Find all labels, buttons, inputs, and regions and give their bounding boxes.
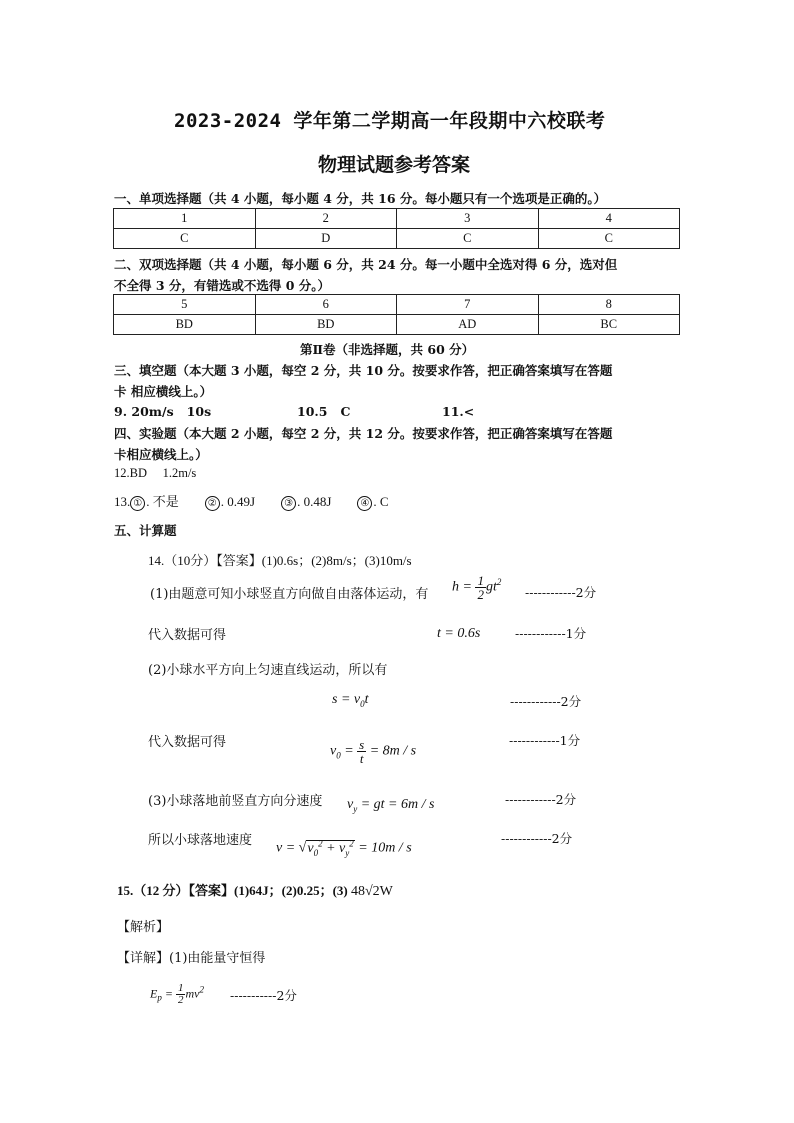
section3-heading-line1: 三、填空题（本大题 3 小题，每空 2 分，共 10 分。按要求作答，把正确答案填写在答题 bbox=[114, 363, 613, 378]
q14-step3-formula: $s = v_0t$ bbox=[332, 692, 369, 709]
q14-step3-text: (2)小球水平方向上匀速直线运动，所以有 bbox=[148, 663, 388, 678]
table-cell: BD bbox=[255, 315, 397, 335]
table-row bbox=[114, 209, 680, 229]
circled-number-4: ④ bbox=[357, 496, 372, 511]
table-row bbox=[114, 295, 680, 315]
q14-step2-score: ------------1分 bbox=[515, 626, 587, 641]
table-cell: 4 bbox=[538, 209, 680, 229]
q14-step3-score: ------------2分 bbox=[510, 694, 582, 709]
circled-number-3: ③ bbox=[281, 496, 296, 511]
q14-step5-formula: $v_y$ = gt = 6m / s bbox=[347, 797, 435, 814]
page-title: 2023-2024 学年第二学期高一年段期中六校联考 bbox=[174, 110, 606, 132]
q15-header-text: 15.（12 分）【答案】(1)64J；(2)0.25；(3) bbox=[117, 883, 348, 898]
table-cell: C bbox=[114, 229, 256, 249]
q14-step2-text: 代入数据可得 bbox=[148, 628, 227, 643]
table-cell: D bbox=[255, 229, 397, 249]
table-cell: 7 bbox=[397, 295, 539, 315]
section2-heading-line1: 二、双项选择题（共 4 小题，每小题 6 分，共 24 分。每一小题中全选对得 6 分，选对但 bbox=[114, 257, 618, 272]
section1-heading: 一、单项选择题（共 4 小题，每小题 4 分，共 16 分。每小题只有一个选项是正确的。） bbox=[114, 191, 607, 206]
q14-step4-formula: $v_0$ = $\frac{s}{t}$ = 8m / s bbox=[330, 737, 417, 766]
q14-step6-score: ------------2分 bbox=[501, 831, 573, 846]
q14-step4-text: 代入数据可得 bbox=[148, 735, 227, 750]
table-row bbox=[114, 315, 680, 335]
q9-answer: 9. 20m/s 10s bbox=[114, 404, 212, 419]
q14-step6-formula: $v = √v_0^2 + v_y^2 = 10m / s$ bbox=[276, 838, 412, 858]
circled-number-2: ② bbox=[205, 496, 220, 511]
q13-item-3: . 0.48J bbox=[297, 494, 332, 509]
q13-item-4: . C bbox=[373, 494, 389, 509]
q15-header bbox=[117, 880, 393, 900]
table-cell: AD bbox=[397, 315, 539, 335]
q13-item-2: . 0.49J bbox=[220, 494, 256, 509]
q14-step6-text: 所以小球落地速度 bbox=[148, 833, 253, 848]
section2-heading-line2: 不全得 3 分，有错选或不选得 0 分。） bbox=[114, 278, 331, 293]
section3-heading-line2: 卡 相应横线上。） bbox=[114, 384, 213, 399]
q15-detail-text: 【详解】(1)由能量守恒得 bbox=[117, 951, 266, 966]
q14-step4-score: ------------1分 bbox=[509, 733, 581, 748]
q11-answer: 11.< bbox=[442, 404, 475, 419]
table-cell: 1 bbox=[114, 209, 256, 229]
q14-step5-score: ------------2分 bbox=[505, 792, 577, 807]
q15-detail-score: -----------2分 bbox=[230, 988, 297, 1003]
double-choice-table bbox=[113, 294, 680, 335]
q13-item-1: . 不是 bbox=[146, 494, 179, 509]
table-cell: 2 bbox=[255, 209, 397, 229]
q10-answer: 10.5 C bbox=[297, 404, 351, 419]
table-cell: 5 bbox=[114, 295, 256, 315]
q13-answer bbox=[114, 491, 389, 511]
q14-step2-result: t = 0.6s bbox=[437, 626, 481, 641]
q14-header: 14.（10分）【答案】(1)0.6s；(2)8m/s；(3)10m/s bbox=[148, 553, 412, 568]
single-choice-table bbox=[113, 208, 680, 249]
q13-prefix: 13. bbox=[114, 494, 131, 509]
table-cell: 8 bbox=[538, 295, 680, 315]
section4-heading-line1: 四、实验题（本大题 2 小题，每空 2 分，共 12 分。按要求作答，把正确答案填写在答题 bbox=[114, 426, 613, 441]
q15-detail-formula: $E_p$ = $\frac{1}{2}$ $mv^2$ bbox=[150, 982, 204, 1006]
circled-number-1: ① bbox=[130, 496, 145, 511]
section4-heading-line2: 卡相应横线上。） bbox=[114, 447, 208, 462]
page-subtitle: 物理试题参考答案 bbox=[318, 154, 471, 176]
table-cell: 3 bbox=[397, 209, 539, 229]
q14-step5-text: (3)小球落地前竖直方向分速度 bbox=[148, 794, 323, 809]
table-cell: C bbox=[397, 229, 539, 249]
q14-step1-text: (1)由题意可知小球竖直方向做自由落体运动，有 bbox=[150, 587, 429, 602]
table-cell: BD bbox=[114, 315, 256, 335]
q14-step1-formula: h = $\frac{1}{2}$ $gt^2$ bbox=[452, 573, 502, 602]
table-cell: 6 bbox=[255, 295, 397, 315]
section5-heading: 五、计算题 bbox=[114, 523, 177, 538]
table-cell: C bbox=[538, 229, 680, 249]
q15-analysis-label: 【解析】 bbox=[117, 920, 170, 935]
q12-answer: 12.BD 1.2m/s bbox=[114, 466, 197, 480]
q15-answer3: 48√2W bbox=[350, 884, 393, 899]
part2-heading: 第Ⅱ卷（非选择题，共 60 分） bbox=[300, 342, 475, 357]
table-cell: BC bbox=[538, 315, 680, 335]
q14-step1-score: ------------2分 bbox=[525, 585, 597, 600]
table-row bbox=[114, 229, 680, 249]
